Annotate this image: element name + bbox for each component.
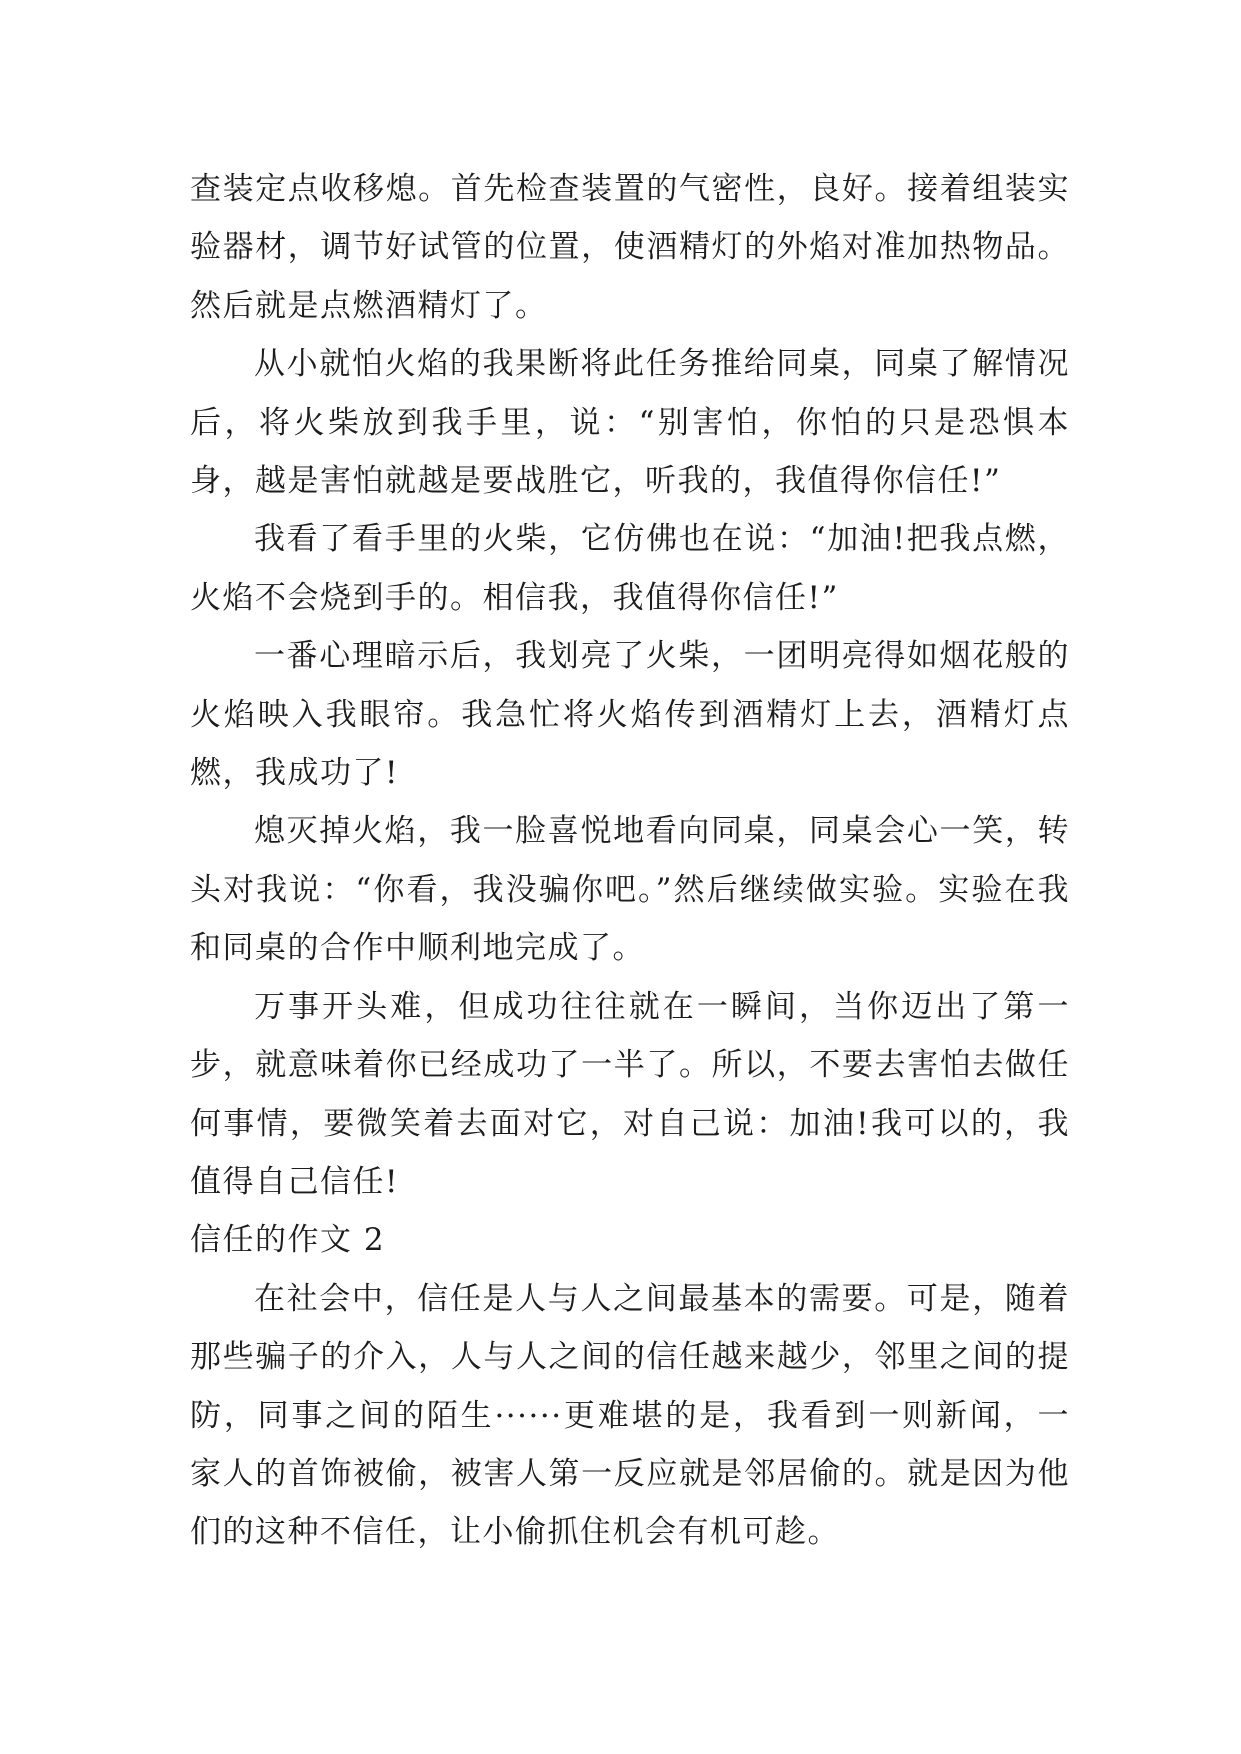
paragraph-continued: 查装定点收移熄。首先检查装置的气密性，良好。接着组装实验器材，调节好试管的位置，使酒精灯的外焰对准加热物品。然后就是点燃酒精灯了。 — [190, 171, 1070, 324]
document-body — [190, 160, 1070, 1562]
paragraph: 从小就怕火焰的我果断将此任务推给同桌，同桌了解情况后，将火柴放到我手里，说：“别害怕，你怕的只是恐惧本身，越是害怕就越是要战胜它，听我的，我值得你信任!” — [190, 346, 1070, 500]
paragraph: 我看了看手里的火柴，它仿佛也在说：“加油!把我点燃，火焰不会烧到手的。相信我，我值得你信任!” — [190, 521, 1070, 616]
paragraph: 在社会中，信任是人与人之间最基本的需要。可是，随着那些骗子的介入，人与人之间的信任越来越少，邻里之间的提防，同事之间的陌生······更难堪的是，我看到一则新闻，一家人的首饰被偷，被害人第一反应就是邻居偷的。就是因为他们的这种不信任，让小偷抓住机会有机可趁。 — [190, 1280, 1070, 1551]
paragraph: 万事开头难，但成功往往就在一瞬间，当你迈出了第一步，就意味着你已经成功了一半了。所以，不要去害怕去做任何事情，要微笑着去面对它，对自己说：加油!我可以的，我值得自己信任! — [190, 988, 1070, 1200]
section-heading: 信任的作文 2 — [190, 1222, 386, 1259]
paragraph: 一番心理暗示后，我划亮了火柴，一团明亮得如烟花般的火焰映入我眼帘。我急忙将火焰传到酒精灯上去，酒精灯点燃，我成功了! — [190, 638, 1070, 792]
paragraph: 熄灭掉火焰，我一脸喜悦地看向同桌，同桌会心一笑，转头对我说：“你看，我没骗你吧。”然后继续做实验。实验在我和同桌的合作中顺利地完成了。 — [190, 813, 1070, 967]
